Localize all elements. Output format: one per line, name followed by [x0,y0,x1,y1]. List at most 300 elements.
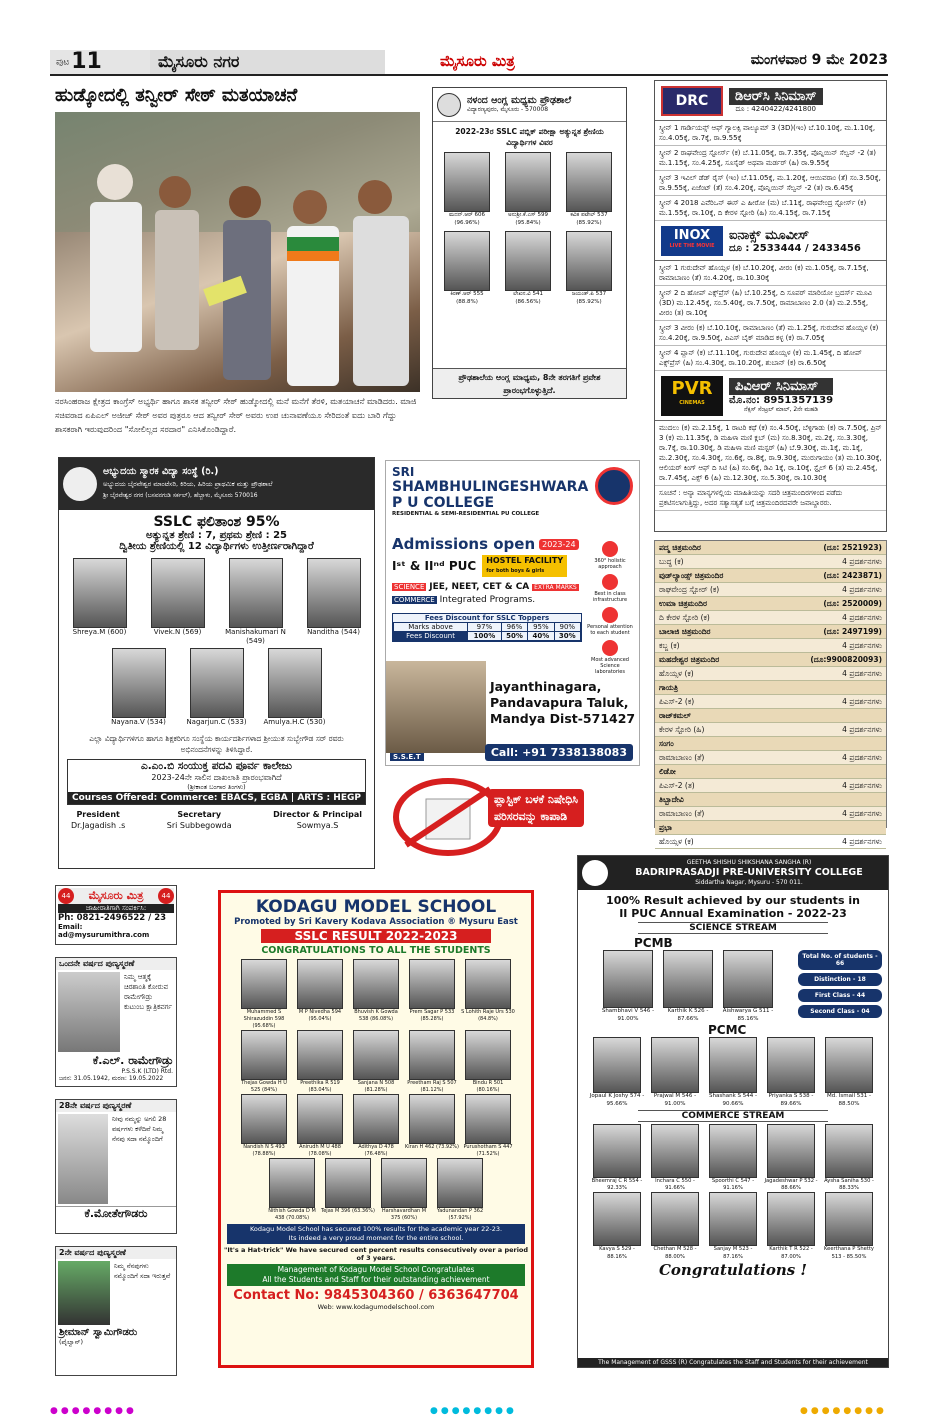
student-card [237,1094,291,1158]
theatre-shows: 4 ಪ್ರದರ್ಶನಗಳು [842,669,882,678]
student-label: Preetham Raj S 507 (81.12%) [407,1080,457,1093]
student-photo [437,1158,483,1208]
theatre-name-row [655,737,886,751]
nalanda-student-grid [433,152,626,306]
student-card [108,648,170,727]
student-card [225,558,287,646]
mm-email: Email: ad@mysurumithra.com [58,923,150,939]
theatre-name: ರಾಜ್‌ಕಮಲ್ [659,711,691,720]
showtime-row: ಸ್ಕ್ರೀನ್ 4 2018 ಎವೆರಿಒನ್ ಈಸ್ ಎ ಹೀರೋ (ಮ) ಬೆ.11ಕ್ಕೆ, ರಾಘವೇಂದ್ರ ಸ್ಟೋರ್ಸ್ (ಕ) ಮ.1.55ಕ್ಕೆ, ರಾ.10ಕ್ಕೆ, ದಿ ಕೇರಳ ಸ್ಟೋರಿ (ಹಿ) ಸಂ.4.15ಕ್ಕೆ, ರಾ.7.15ಕ್ಕೆ [655,196,886,221]
drc-header [655,81,886,121]
registration-dots-right: ●●●●●●●● [800,1406,887,1416]
obit2-text: ನೀವು ನಮ್ಮನ್ನು ಅಗಲಿ 28 ವರ್ಷಗಳು ಕಳೆದಿವೆ ನಿಮ್ಮ ನೆನಪು ಸದಾ ನಮ್ಮೊಂದಿಗೆ [112,1115,167,1143]
pu-addr2: Pandavapura Taluk, [490,695,629,710]
student-card [440,152,494,227]
school-emblem-icon [437,93,461,117]
sanstha-header [59,458,374,510]
pu-hostel [482,555,567,577]
mm-masthead [58,888,174,904]
badriprasadji-college-ad [577,855,889,1368]
student-label: Bindu R 501 (80.16%) [472,1080,504,1093]
student-card [264,648,326,727]
plastic-text [488,789,584,827]
pu-commerce: COMMERCE [394,596,435,604]
kodagu-mgmt2: All the Students and Staff for their outstanding achievement [262,1275,490,1284]
kodagu-mgmt1: Management of Kodagu Model School Congratulates [277,1265,475,1274]
badri-exam: II PUC Annual Examination - 2022-23 [619,907,847,920]
nalanda-heading: 2022-23ರ SSLC ಪಬ್ಲಿಕ್ ಪರೀಕ್ಷಾ ಅತ್ಯುನ್ನತ ಶ್ರೇಣಿಯ ವಿದ್ಯಾರ್ಥಿಗಳ ವಿವರ [455,127,604,147]
marks-label: Marks above [394,623,468,632]
student-photo [505,152,551,212]
student-photo [190,648,244,718]
student-card [599,950,657,1023]
student-label: ಕಿರಣ್.ಆರ್ 555 (88.8%) [450,291,484,305]
student-card [293,1030,347,1094]
theatre-name: ಗಾಯತ್ರಿ [659,683,679,692]
theatre-phone: (ದೂ: 2520009) [823,599,882,608]
theatre-show-row [655,723,886,737]
pvr-logo-text: PVR [671,377,713,399]
pu-jee: JEE, NEET, CET & CA [429,582,530,592]
showtime-row: ಸ್ಕ್ರೀನ್ 2 ದಿ ಹೋಪ್ ಎಕ್ಸ್‌ಪ್ರೆಸ್ (ಹಿ) ಬೆ.10.25ಕ್ಕೆ, ದಿ ಸೂಪರ್ ಮಾರಿಯೋ ಬ್ರದರ್ಸ್ ಮೂವಿ (3D) ಮ.12.45ಕ್ಕೆ, ಸಂ.5.40ಕ್ಕೆ, ರಾ.7.50ಕ್ಕೆ, ರಾಮಾಬಾಣಂ 2.0 (ತ) ಮ.2.55ಕ್ಕೆ, ವೀರಂ (ತ) ರಾ.10ಕ್ಕೆ [655,286,886,321]
badri-commerce: COMMERCE STREAM [638,1110,828,1122]
sanstha-sub2: ಶ್ರೀ ಬೈರವೇಶ್ವರ ನಗರ (ಬಸವನಗುಡಿ ಸರ್ಕಲ್), ಹೆಬ್ಬಾಳು, ಮೈಸೂರು 570016 [103,492,258,499]
theatre-show-row [655,667,886,681]
badri-pcmb: PCMB [634,936,673,950]
student-photo [325,1158,371,1208]
student-card [405,1094,459,1158]
pu-call[interactable]: Call: +91 7338138083 [485,744,633,761]
student-card [562,152,616,227]
theatre-name-row [655,709,886,723]
feature-icon [602,574,618,590]
page-number-tag [50,50,150,74]
obit3-sub: (ಪೈಲ್ವಾನ್) [59,1338,83,1346]
student-photo [603,950,653,1008]
drc-phone: ದೂ : 4240422/4241800 [735,104,816,113]
theatre-movie: ಕೇರಳ ಸ್ಟೋರಿ (ಹಿ) [659,725,705,734]
theatre-show-row [655,751,886,765]
pu-year: 2023-24 [539,539,578,550]
student-card [349,1030,403,1094]
obit3-photo [58,1261,110,1325]
disc-cell: 100% [468,632,502,641]
pu-extra: EXTRA MARKS [534,584,577,591]
theatre-name-row [655,681,886,695]
pvr-showtimes [655,421,886,511]
student-photo [505,231,551,291]
sanstha-title: ಅಭ್ಯುದಯ ಸ್ಮಾರಕ ವಿದ್ಯಾ ಸಂಸ್ಥೆ (ರಿ.) [103,466,219,477]
theatre-shows: 4 ಪ್ರದರ್ಶನಗಳು [842,697,882,706]
student-label: Aysha Saniha 530 - 88.33% [824,1178,874,1192]
theatre-name-row [655,653,886,667]
pu-addr3: Mandya Dist-571427 [490,711,636,726]
inox-logo [661,226,723,256]
theatre-list [654,540,887,846]
kodagu-contact[interactable]: Contact No: 9845304360 / 6363647704 [233,1288,519,1303]
obit2-body [56,1112,176,1206]
badri-pcmc-students [578,1037,888,1108]
student-photo [381,1158,427,1208]
obit1-body [56,970,176,1054]
student-label: Md. Ismail 531 - 88.50% [827,1093,871,1107]
nalanda-footer: ಪ್ರೌಢಶಾಲೆಯ ಆಂಗ್ಲ ಮಾಧ್ಯಮ, 8ನೇ ತರಗತಿಗೆ ಪ್ರವೇಶ ಪ್ರಾರಂಭಗೊಳ್ಳುತ್ತಿದೆ. [433,368,626,398]
sanstha-student-grid [59,552,374,733]
pu-type: RESIDENTIAL & SEMI-RESIDENTIAL PU COLLEGE [392,511,540,517]
pu-addr1: Jayanthinagara, [490,679,602,694]
pvr-tagline: CINEMAS [679,399,705,406]
student-card [440,231,494,306]
student-card [562,231,616,306]
student-card [237,1030,291,1094]
student-card [349,959,403,1030]
student-card [293,1094,347,1158]
theatre-shows: 4 ಪ್ರದರ್ಶನಗಳು [842,753,882,762]
student-label: Bhuvish K Gowda 538 (86.08%) [354,1009,398,1022]
theatre-phone: (ದೂ: 2497199) [823,627,882,636]
theatre-shows: 4 ಪ್ರದರ್ಶನಗಳು [842,641,882,650]
sslc-second: ದ್ವಿತೀಯ ಶ್ರೇಣಿಯಲ್ಲಿ 12 ವಿದ್ಯಾರ್ಥಿಗಳು ಉತ್ತೀರ್ಣರಾಗಿದ್ದಾರೆ [119,541,314,552]
student-card [821,1192,877,1260]
sanstha-thanks: ಎಲ್ಲಾ ವಿದ್ಯಾರ್ಥಿಗಳಿಗೂ ಹಾಗೂ ಶಿಕ್ಷಕರಿಗೂ ಸಂಸ್ಥೆಯ ಕಾರ್ಯದರ್ಶಿಗಳಾದ ಶ್ರೀಯುತ ಸುಬ್ಬೇಗೌಡ ಸರ್ ರವರು ಅಭಿನಂದನೆಗಳನ್ನು ತಿಳಿಸಿದ್ದಾರೆ. [89,734,344,754]
student-label: Shambhavi V 546 - 91.00% [601,1008,655,1022]
theatre-show-row [655,835,886,849]
student-card [186,648,248,727]
theatre-show-row [655,583,886,597]
theatre-name: ತಿಬ್ಬಾದೇವಿ [659,795,684,804]
student-card [501,152,555,227]
registration-dots-center: ●●●●●●●● [430,1406,517,1416]
student-label: Spoorthi C 547 - 91.16% [711,1178,755,1192]
inox-title: ಐನಾಕ್ಸ್ ಮೂವೀಸ್ [729,227,809,243]
theatre-phone: (ದೂ:9900820093) [810,655,882,664]
obit3-head: 2ನೇ ವರ್ಷದ ಪುಣ್ಯಸ್ಮರಣೆ [56,1247,176,1259]
theatre-shows: 4 ಪ್ರದರ್ಶನಗಳು [842,613,882,622]
left-sidebar [55,885,177,1376]
badri-header [578,856,888,890]
pvr-address: ನೆಕ್ಸಸ್ ಸೆಂಟ್ರಲ್ ಮಾಲ್, 2ನೇ ಮಹಡಿ [744,405,819,413]
student-photo [409,1094,455,1144]
director-name: Sowmya.S [296,821,339,830]
lead-photo [55,112,420,392]
student-photo [709,1037,757,1093]
drc-title: ಡಿಆರ್‌ಸಿ ಸಿನಿಮಾಸ್ [729,88,823,105]
student-label: Adithya D 478 (76.48%) [358,1144,394,1157]
mm-name: ಮೈಸೂರು ಮಿತ್ರ [88,889,144,902]
pu-line3: P U COLLEGE [392,495,495,511]
student-card [433,1158,487,1222]
plastic-line1: ಪ್ಲಾಸ್ಟಿಕ್ ಬಳಕೆ ನಿಷೇಧಿಸಿ [494,793,579,806]
student-photo [241,959,287,1009]
theatre-name: ಉಮಾ ಚಿತ್ರಮಂದಿರ [659,599,707,608]
lead-headline: ಹುಡ್ಕೋದಲ್ಲಿ ತನ್ವೀರ್ ಸೇಠ್ ಮತಯಾಚನೆ [55,85,298,106]
inox-logo-text: INOX [673,227,711,243]
inox-tagline: LIVE THE MOVIE [669,242,715,249]
theatre-show-row [655,695,886,709]
student-label: Bheemraj C R 554 - 92.33% [591,1178,643,1192]
feature-label: Personal attention to each student [587,624,633,636]
student-card [237,959,291,1030]
feature-item [585,607,635,636]
student-label: Muhammed S Shirazuddin 598 (95.68%) [243,1009,285,1029]
student-photo [353,1030,399,1080]
student-photo [465,959,511,1009]
theatre-phone: (ದೂ: 2521923) [823,543,882,552]
theatre-movie: ಬುದ್ಧ (ಕ) [659,557,684,566]
student-label: Harshavardhan M 375 (60%) [381,1208,427,1221]
theatre-movie: ಕಬ್ಜ (ಕ) [659,641,680,650]
plastic-banner [388,775,640,857]
obit1-dates: ಜನನ: 31.05.1942, ಮರಣ: 19.05.2022 [59,1075,164,1082]
pu-integrated: Integrated Programs. [439,595,536,605]
student-card [763,1124,819,1192]
student-label: S Lohith Raje Urs 530 (84.8%) [461,1009,515,1022]
courses-offered: Courses Offered: Commerce: EBACS, EGBA | ARTS : HEGP [68,792,365,804]
mm-badge-right: 44 [158,888,174,904]
student-label: Jopaul K Joshy 574 - 95.66% [589,1093,645,1107]
theatre-shows: 4 ಪ್ರದರ್ಶನಗಳು [842,837,882,846]
director-label: Director & Principal [273,810,362,819]
theatre-movie: ದಿ ಕೇರಳ ಸ್ಟೋರಿ (ಕ) [659,613,710,622]
student-photo [709,1192,757,1246]
student-photo [651,1037,699,1093]
theatre-name-row [655,821,886,835]
student-photo [465,1094,511,1144]
theatre-shows: 4 ಪ್ರದರ್ಶನಗಳು [842,809,882,818]
mm-contact-box [55,885,177,945]
theatre-movie: ಪಿಎಸ್-2 (ಕ) [659,697,695,706]
student-label: Nayana.V (534) [111,718,166,726]
student-label: Thejas Gowda H U 525 (84%) [241,1080,287,1093]
student-label: Nagarjun.C (533) [186,718,247,726]
registration-dots-left: ●●●●●●●● [50,1406,137,1416]
paper-name: ಮೈಸೂರು ಮಿತ್ರ [440,52,515,70]
student-label: Preethika R 519 (83.04%) [300,1080,340,1093]
student-photo [651,1124,699,1178]
lead-caption: ನರಸಿಂಹರಾಜ ಕ್ಷೇತ್ರದ ಕಾಂಗ್ರೆಸ್ ಅಭ್ಯರ್ಥಿ ಹಾಗೂ ಶಾಸಕ ತನ್ವೀರ್ ಸೇಠ್ ಹುಡ್ಕೋದಲ್ಲಿ ಮನೆ ಮನೆಗೆ ತೆರಳಿ, ಮತಯಾಚನೆ ಮಾಡಿದರು. ಮಾಜಿ ಸಚಿವರಾದ ಏಪಿಎಲ್ ಅಜೀಜ್ ಸೇಠ್ ಅವರ ಪುತ್ರರೂ ಆದ ತನ್ವೀರ್ ಸೇಠ್ ಅವರು ಉಪ ಚುನಾವಣೆಯೂ ಸೇರಿದಂತೆ ಐದು ಬಾರಿ ಗೆದ್ದು ಶಾಸಕರಾಗಿ ಇರುವುದರಿಂದ "ಸೋಲಿಲ್ಲದ ಸರದಾರ" ಎನಿಸಿಕೊಂಡಿದ್ದಾರೆ. [55,396,417,434]
student-label: Prajwal M 546 - 91.00% [653,1093,697,1107]
student-photo [709,1124,757,1178]
student-label: Aishwarya G 511 - 85.16% [722,1008,774,1022]
nalanda-title: ನಳಂದ ಆಂಗ್ಲ ಮಧ್ಯಮ ಪ್ರೌಢಶಾಲೆ [467,95,572,106]
badri-sangha: GEETHA SHISHU SHIKSHANA SANGHA (R) [686,859,812,866]
page-prefix: ಪುಟ [56,57,70,68]
pu-adm: Admissions open [392,535,536,553]
secretary-label: Secretary [177,810,222,819]
amb-note: (ಶ್ರೀಕಾಂತ ಬಂಗಾರ ತಿಂಗಳು) [187,783,246,791]
plastic-line2: ಪರಿಸರವನ್ನು ಕಾಪಾಡಿ [494,810,568,823]
student-label: Kavya S 529 - 88.16% [599,1246,635,1260]
feature-label: Best in class infrastructure [592,591,628,603]
student-photo [353,959,399,1009]
pu-hostel-sub: for both boys & girls [486,568,545,574]
theatre-name-row [655,541,886,555]
theatre-movie: ಹೊಯ್ಸಳ (ಕ) [659,837,694,846]
showtime-row: ಸ್ಕ್ರೀನ್ 1 ಗಾರ್ಡಿಯನ್ಸ್ ಆಫ್ ಗ್ಯಾಲಕ್ಸಿ ವಾಲ್ಯೂಮ್ 3 (3D)(ಇಂ) ಬೆ.10.10ಕ್ಕೆ, ಮ.1.10ಕ್ಕೆ, ಸಂ.4.05ಕ್ಕೆ, ರಾ.7ಕ್ಕೆ, ರಾ.9.55ಕ್ಕೆ [655,121,886,146]
badri-college: BADRIPRASADJI PRE-UNIVERSITY COLLEGE [635,867,863,878]
student-photo [444,152,490,212]
kodagu-note1: Kodagu Model School has secured 100% results for the academic year 22-23. [249,1225,503,1233]
student-label: Shreya.M (600) [72,628,127,636]
feature-label: 360° holistic approach [594,558,626,570]
student-photo [767,1037,815,1093]
student-card [293,959,347,1030]
kodagu-congrats: CONGRATULATIONS TO ALL THE STUDENTS [261,945,491,956]
badri-result: 100% Result achieved by our students in [606,894,860,907]
student-photo [307,558,361,628]
pu-line2: SHAMBHULINGESHWARA [392,479,589,495]
showtime-row: ಸ್ಕ್ರೀನ್ 4 ಪ್ಲಾನ್ (ಕ) ಬೆ.11.10ಕ್ಕೆ, ಗುರುದೇವ ಹೊಯ್ಸಳ (ಕ) ಮ.1.45ಕ್ಕೆ, ದಿ ಹೋಪ್ ಎಕ್ಸ್‌ಪ್ರೆಸ್ (ಹಿ) ಸಂ.4.30ಕ್ಕೆ, ರಾ.10.20ಕ್ಕೆ, ಶುಬಾನ್ (ಕ) ರಾ.6.50ಕ್ಕೆ [655,346,886,371]
theatre-phone: (ದೂ: 2423871) [823,571,882,580]
theatre-name: ಸಂಗಂ [659,739,674,748]
student-card [705,1124,761,1192]
obit3-name: ಶ್ರೀಮಾನ್ ಸ್ವಾಮಿಗೌಡರು [59,1327,138,1338]
student-label: Yadunandan P 362 (57.92%) [436,1208,484,1221]
theatre-show-row [655,611,886,625]
student-photo [825,1037,873,1093]
student-card [589,1124,645,1192]
student-label: Prem Sagar P 533 (85.28%) [409,1009,455,1022]
student-photo [409,959,455,1009]
student-photo [465,1030,511,1080]
amb-college: ಎ.ಎಂ.ಬಿ ಸಂಯುಕ್ತ ಪದವಿ ಪೂರ್ವ ಕಾಲೇಜು [140,760,293,772]
student-photo [297,959,343,1009]
student-card [69,558,131,646]
theatre-name-row [655,625,886,639]
feature-icon [602,541,618,557]
badri-stat: First Class - 44 [798,989,882,1002]
inox-header [655,221,886,261]
fees-table [392,613,582,642]
obit1-name: ಕೆ.ಎಲ್. ರಾಮೇಗೌಡ್ರು [92,1054,173,1067]
abhyudaya-school-ad [58,457,375,869]
theatre-name-row [655,569,886,583]
student-label: Kiran H 462 (73.92%) [405,1144,459,1150]
fees-title: Fees Discount for SSLC Toppers [424,614,550,622]
student-card [405,959,459,1030]
obit2-photo [58,1114,108,1204]
badri-pcmb-block [578,950,888,1023]
pu-head [386,461,639,535]
student-photo [297,1094,343,1144]
student-photo [593,1037,641,1093]
theatre-shows: 4 ಪ್ರದರ್ಶನಗಳು [842,781,882,790]
student-photo [353,1094,399,1144]
student-label: Shashank S 544 - 90.66% [709,1093,757,1107]
pu-puc: Iˢᵗ & IIⁿᵈ PUC [392,559,477,573]
student-card [589,1192,645,1260]
kodagu-result: SSLC RESULT 2022-2023 [261,929,491,943]
obit2-head: 28ನೇ ವರ್ಷದ ಪುಣ್ಯಸ್ಮರಣೆ [56,1100,176,1112]
student-photo [73,558,127,628]
student-card [349,1094,403,1158]
student-card [821,1124,877,1192]
student-photo [663,950,713,1008]
drc-logo: DRC [661,86,723,116]
pvr-title: ಪಿವಿಆರ್ ಸಿನಿಮಾಸ್ [729,378,833,395]
feature-item [585,541,635,570]
obituary-3 [55,1246,177,1376]
kodagu-notes [227,1224,525,1244]
student-label: ಕವಿತ ಪಟೇಲ್ 537 (85.92%) [570,212,608,226]
student-label: Sanjay M 523 - 87.16% [713,1246,753,1260]
badri-footer: The Management of GSSS (R) Congratulates the Staff and Students for their achievement [578,1358,888,1367]
student-photo [825,1124,873,1178]
issue-date: ಮಂಗಳವಾರ 9 ಮೇ 2023 [750,52,888,68]
student-card [705,1037,761,1108]
theatre-shows: 4 ಪ್ರದರ್ಶನಗಳು [842,557,882,566]
theatre-movie: ಪಿಎಸ್-2 (ತ) [659,781,695,790]
inox-phone: ದೂ : 2533444 / 2433456 [729,242,861,254]
drc-showtimes [655,121,886,221]
showtime-row: ಸ್ಕ್ರೀನ್ 3 ಇವಿಲ್ ಡೆಡ್ ರೈಸ್ (ಇಂ) ಬೆ.11.05ಕ್ಕೆ, ಮ.1.20ಕ್ಕೆ, ಆಯಿವರಾಂ (ತೆ) ಸಂ.3.50ಕ್ಕೆ, ರಾ.9.55ಕ್ಕೆ, ಏಜೆಂಟ್ (ತೆ) ಸಂ.4.20ಕ್ಕೆ, ಪೊನ್ನಿಯಿನ್ ಸೆಲ್ವನ್ -2 (ತ) ರಾ.6.45ಕ್ಕೆ [655,171,886,196]
pu-hostel-label: HOSTEL FACILITY [486,556,564,565]
theatre-name: ಪ್ರಭಾ [659,823,672,832]
pu-science: SCIENCE [394,583,425,591]
student-card [501,231,555,306]
nalanda-address: ವಿದ್ಯಾರಣ್ಯಪುರಂ, ಮೈಸೂರು - 570008 [467,106,549,113]
lead-photo-figures [55,112,420,392]
sslc-result: SSLC ಫಲಿತಾಂಶ 95% [153,514,280,530]
badri-stat: Total No. of students - 66 [798,950,882,970]
student-card [461,1094,515,1158]
kodagu-model-school-ad [218,890,534,1368]
badri-stat: Distinction - 18 [798,973,882,986]
amb-admission: 2023-24ನೇ ಸಾಲಿನ ದಾಖಲಾತಿ ಪ್ರಾರಂಭವಾಗಿದೆ [151,773,282,782]
student-label: ಮದನ್.ಆರ್ 606 (96.96%) [449,212,485,226]
kodagu-web[interactable]: Web: www.kodagumodelschool.com [317,1303,435,1311]
sanstha-signatories [59,805,374,835]
badri-stats [798,950,882,1023]
showtime-row: ಮುದಲು (ಕ) ಮ.2.15ಕ್ಕೆ, 1 ರಾಟರಿ ಕಥೆ (ಕ) ಸಂ.4.50ಕ್ಕೆ, ಬೆಳ್ಳಿಗಾಡು (ಕ) ರಾ.7.50ಕ್ಕೆ, ಪ್ರಿನ್ 3 (ಕ) ಮ.11.35ಕ್ಕೆ, ಡಿ ಮಹಿಳಾ ಮಣಿ ಕ್ಲಬ್ (ಮ) ಸಂ.8.30ಕ್ಕೆ, ಮ.2ಕ್ಕೆ, ಸಂ.3.30ಕ್ಕೆ, ರಾ.7ಕ್ಕೆ, ರಾ.10.30ಕ್ಕೆ, ಡಿ ಮಹಿಳಾ ಮಣಿ ಮಸ್ಟರ್ (ಹಿ) ಬೆ.9.30ಕ್ಕೆ, ಮ.1ಕ್ಕೆ, ಮ.1ಕ್ಕೆ, ಮ.2.30ಕ್ಕೆ, ಸಂ.4.30ಕ್ಕೆ, ಸಂ.6ಕ್ಕೆ, ರಾ.8ಕ್ಕೆ, ರಾ.9.30ಕ್ಕೆ, ಮುರುಗಾಯಂ (ತ) ಮ.10.30ಕ್ಕೆ, ಆಲಿಯರ್ ಕಿಂಗ್ ಆಫ್ ದಿ ಸಿಟಿ (ಹಿ) ಸಂ.6ಕ್ಕೆ, ಡಿವಿ 1ಕ್ಕೆ, ರಾ.10ಕ್ಕೆ, ಸ್ಟೈಲ್ 6 (ತ) ಮ.2.45ಕ್ಕೆ, ರಾ.7.45ಕ್ಕೆ, ಎಕ್ಸ್ 6 (ಹಿ) ಮ.12.30ಕ್ಕೆ, ಸಂ.5.30ಕ್ಕೆ, ರಾ.10.30ಕ್ಕೆ [655,421,886,486]
kodagu-promoted: Promoted by Sri Kavery Kodava Association ® Mysuru East [234,917,518,927]
president-label: President [76,810,120,819]
fees-grid [393,622,581,641]
kodagu-title: KODAGU MODEL SCHOOL [255,897,497,917]
student-card [589,1037,645,1108]
student-card [719,950,777,1023]
student-label: Amulya.H.C (530) [263,718,326,726]
amb-college-box [67,759,366,805]
student-label: Sanjana N 508 (81.28%) [357,1080,395,1093]
student-card [461,959,515,1030]
student-card [377,1158,431,1222]
student-card [821,1037,877,1108]
student-photo [151,558,205,628]
pvr-phone: ಮೊ.ನಂ: 8951357139 [729,394,834,406]
student-photo [112,648,166,718]
obit1-head: ಒಂದನೇ ವರ್ಷದ ಪುಣ್ಯಸ್ಮರಣೆ [56,958,176,970]
student-photo [241,1030,287,1080]
feature-item [585,574,635,603]
student-label: Karthik K 526 - 87.66% [667,1008,709,1022]
feature-icon [602,640,618,656]
badri-emblem-icon [582,860,608,886]
student-card [763,1192,819,1260]
cinema-listings [654,80,887,532]
obit1-photo [58,972,120,1052]
disc-cell: 30% [554,632,580,641]
student-photo [269,1158,315,1208]
page-number: 11 [71,49,102,74]
president-name: Dr.Jagadish .s [71,821,126,830]
theatre-name: ಪದ್ಮ ಚಿತ್ರಮಂದಿರ [659,543,701,552]
kodagu-note2: Its indeed a very proud moment for the entire school. [288,1234,464,1242]
student-label: M P Nivedha 594 (95.04%) [298,1009,342,1022]
kodagu-mgmt [227,1264,525,1286]
student-label: Anirudh M U 488 (78.08%) [299,1144,341,1157]
mm-badge-left: 44 [58,888,74,904]
